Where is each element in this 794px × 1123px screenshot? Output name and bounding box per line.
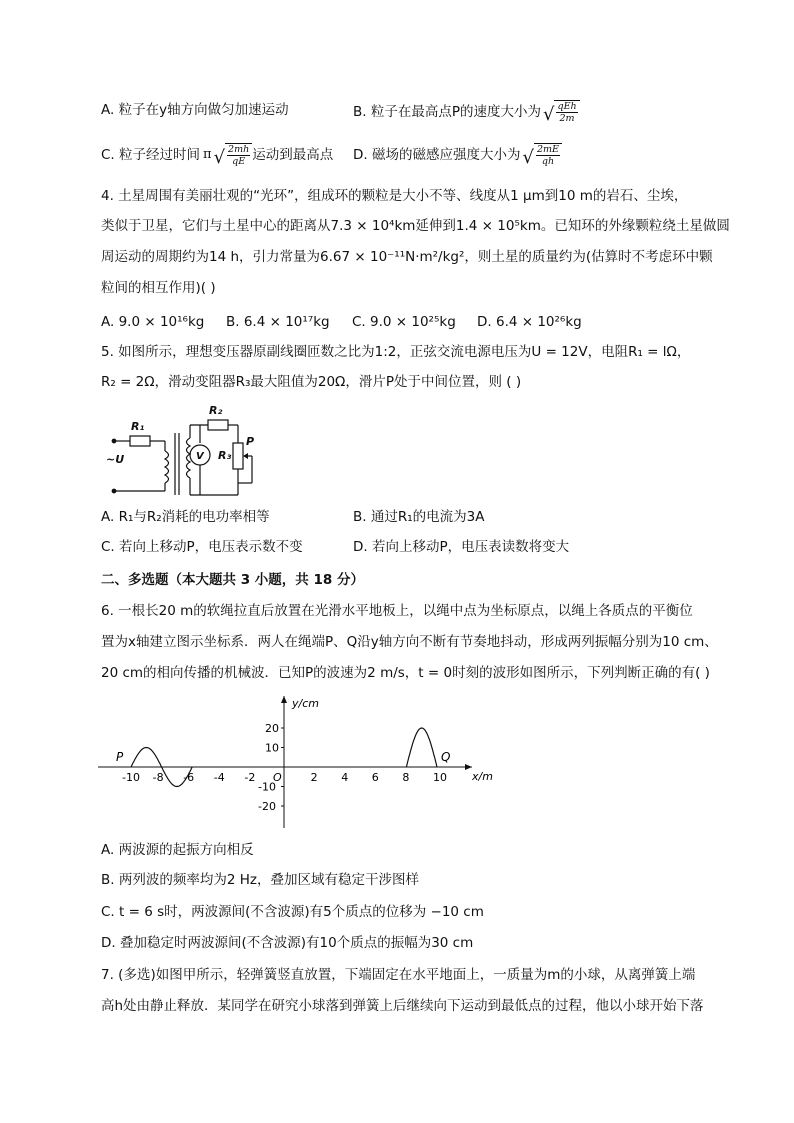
q5-option-c: C. 若向上移动P，电压表示数不变 <box>101 539 303 555</box>
r3-label: R₃ <box>218 449 232 462</box>
q4-option-c: C. 9.0 × 10²⁵kg <box>352 314 456 330</box>
x-tick-label: 8 <box>402 771 410 784</box>
q4-option-a: A. 9.0 × 10¹⁶kg <box>101 314 205 330</box>
x-tick-label: 10 <box>433 771 447 784</box>
q6-option-a: A. 两波源的起振方向相反 <box>101 842 254 858</box>
y-tick-label: -20 <box>258 800 276 813</box>
point-p-label: P <box>116 750 124 764</box>
q5-option-a: A. R₁与R₂消耗的电功率相等 <box>101 509 270 525</box>
r1-label: R₁ <box>131 420 145 433</box>
q3-option-b-text: B. 粒子在最高点P的速度大小为 <box>353 104 541 120</box>
x-tick-label: 2 <box>310 771 318 784</box>
y-axis-label: y/cm <box>292 697 319 710</box>
q5-stem-line-1: 5. 如图所示，理想变压器原副线圈匝数之比为1:2，正弦交流电源电压为U = 12V，电阻R₁ = lΩ， <box>101 344 691 360</box>
y-axis-arrow <box>281 696 287 703</box>
q4-option-d: D. 6.4 × 10²⁶kg <box>477 314 582 330</box>
q3-option-a: A. 粒子在y轴方向做匀加速运动 <box>101 102 289 118</box>
q4-option-b: B. 6.4 × 10¹⁷kg <box>226 314 330 330</box>
q6-stem-line-3: 20 cm的相向传播的机械波．已知P的波速为2 m/s，t = 0时刻的波形如图所示，下列判断正确的有( ) <box>101 665 710 681</box>
q4-stem-line-1: 4. 土星周围有美丽壮观的“光环”，组成环的颗粒是大小不等、线度从1 μm到10 m的岩石、尘埃， <box>101 188 688 204</box>
q5-option-b: B. 通过R₁的电流为3A <box>353 509 485 525</box>
q5-option-d: D. 若向上移动P，电压表读数将变大 <box>353 539 570 555</box>
q7-stem-line-2: 高h处由静止释放．某同学在研究小球落到弹簧上后继续向下运动到最低点的过程，他以小球开始下落 <box>101 998 704 1014</box>
q5-circuit-diagram <box>100 403 275 503</box>
x-tick-label: -10 <box>122 771 140 784</box>
y-tick-label: 10 <box>265 741 279 755</box>
q3-option-d: D. 磁场的磁感应强度大小为 √ $\frac{2mE}{qh}$ <box>353 143 562 167</box>
q3-option-b <box>353 100 580 124</box>
source-u-label: ~U <box>106 453 125 466</box>
q4-stem-line-4: 粒间的相互作用)( ) <box>101 280 216 296</box>
q6-option-d: D. 叠加稳定时两波源间(不含波源)有10个质点的振幅为30 cm <box>101 935 474 951</box>
q6-stem-line-1: 6. 一根长20 m的软绳拉直后放置在光滑水平地板上，以绳中点为坐标原点，以绳上各质点的平衡位 <box>101 603 693 619</box>
x-axis-arrow <box>465 764 472 770</box>
section-heading-multiple-choice: 二、多选题（本大题共 3 小题，共 18 分） <box>101 572 364 588</box>
y-tick-label: 20 <box>265 722 279 735</box>
x-tick-label: -8 <box>152 771 164 784</box>
q3-option-b-sqrt: √ $\frac{\text{qEh}}{2m}$ <box>543 100 580 124</box>
x-tick-label: 6 <box>371 771 379 784</box>
slider-p-label: P <box>246 435 255 448</box>
x-tick-label: -6 <box>183 771 195 784</box>
q6-stem-line-2: 置为x轴建立图示坐标系．两人在绳端P、Q沿y轴方向不断有节奏地抖动，形成两列振幅分别为10 cm、 <box>101 634 718 650</box>
q3-option-c: C. 粒子经过时间 π √ $\frac{2mh}{qE}$ 运动到最高点 <box>101 144 334 168</box>
point-q-label: Q <box>441 750 451 764</box>
x-tick-label: 4 <box>341 771 349 784</box>
r2-label: R₂ <box>209 404 223 417</box>
x-axis-label: x/m <box>472 770 493 783</box>
voltmeter-label: V <box>196 451 204 462</box>
q6-option-c: C. t = 6 s时，两波源间(不含波源)有5个质点的位移为 −10 cm <box>101 904 484 920</box>
q4-stem-line-2: 类似于卫星，它们与土星中心的距离从7.3 × 10⁴km延伸到1.4 × 10⁵km。已知环的外缘颗粒绕土星做圆 <box>101 218 730 234</box>
wave-q-curve <box>406 728 437 767</box>
q5-stem-line-2: R₂ = 2Ω，滑动变阻器R₃最大阻值为20Ω，滑片P处于中间位置，则 ( ) <box>101 374 522 390</box>
q6-option-b: B. 两列波的频率均为2 Hz，叠加区域有稳定干涉图样 <box>101 872 419 888</box>
x-tick-label: -2 <box>244 771 256 784</box>
q7-stem-line-1: 7. (多选)如图甲所示，轻弹簧竖直放置，下端固定在水平地面上，一质量为m的小球，从离弹簧上端 <box>101 967 696 983</box>
origin-label: O <box>273 771 282 784</box>
q6-wave-graph <box>96 690 493 830</box>
x-tick-label: -4 <box>213 771 225 784</box>
q4-stem-line-3: 周运动的周期约为14 h，引力常量为6.67 × 10⁻¹¹N·m²/kg²，则土星的质量约为(估算时不考虑环中颗 <box>101 249 713 265</box>
y-tick-label: -10 <box>258 780 276 794</box>
